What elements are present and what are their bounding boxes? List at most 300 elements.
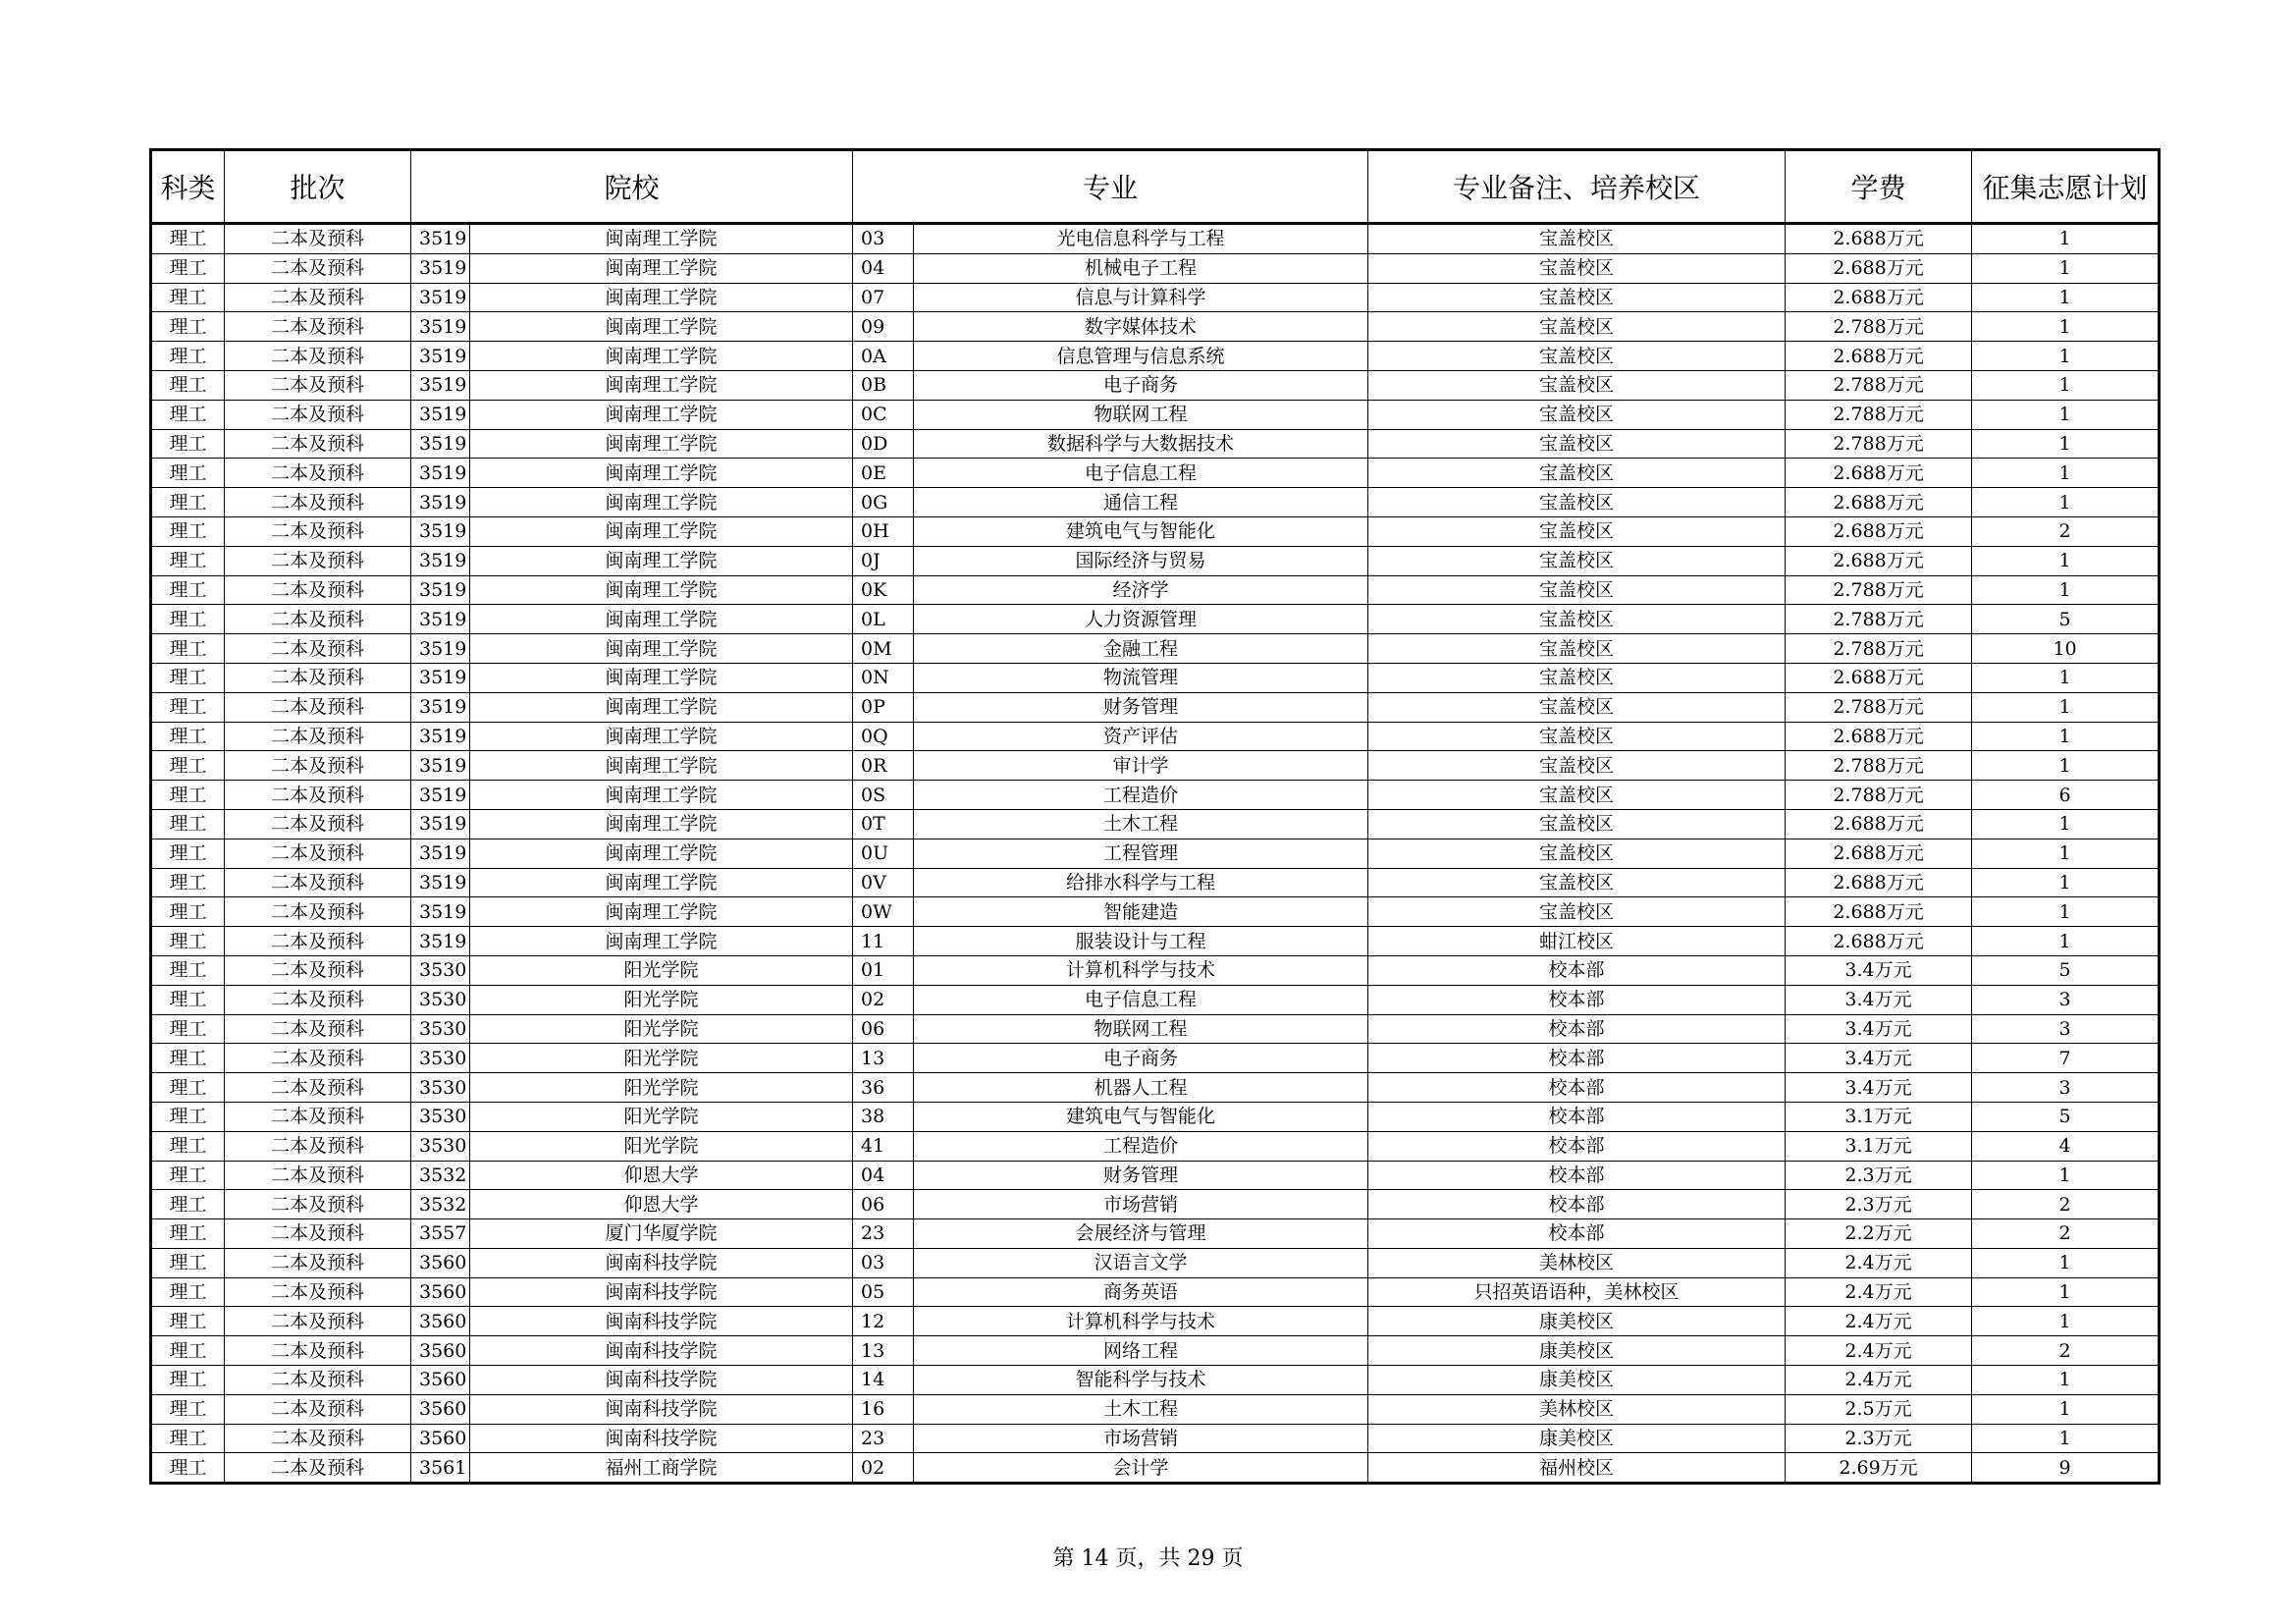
table-row xyxy=(151,605,2160,634)
major-code-cell: 0K xyxy=(853,575,914,605)
plan-count-cell: 2 xyxy=(1972,1190,2160,1219)
school-code-cell: 3519 xyxy=(411,575,470,605)
tuition-cell: 2.688万元 xyxy=(1786,722,1972,751)
plan-count-cell: 9 xyxy=(1972,1453,2160,1484)
major-name-cell: 物联网工程 xyxy=(914,400,1368,429)
major-code-cell: 0C xyxy=(853,400,914,429)
school-code-cell: 3519 xyxy=(411,546,470,575)
note-cell: 康美校区 xyxy=(1368,1424,1786,1453)
school-code-cell: 3519 xyxy=(411,283,470,312)
batch-cell: 二本及预科 xyxy=(225,1366,411,1395)
school-code-cell: 3519 xyxy=(411,634,470,664)
batch-cell: 二本及预科 xyxy=(225,516,411,546)
note-cell: 校本部 xyxy=(1368,1102,1786,1131)
major-code-cell: 03 xyxy=(853,1248,914,1277)
major-name-cell: 土木工程 xyxy=(914,1394,1368,1424)
tuition-cell: 2.788万元 xyxy=(1786,605,1972,634)
note-cell: 宝盖校区 xyxy=(1368,400,1786,429)
school-code-cell: 3519 xyxy=(411,692,470,722)
batch-cell: 二本及预科 xyxy=(225,1102,411,1131)
tuition-cell: 3.4万元 xyxy=(1786,1014,1972,1044)
school-code-cell: 3530 xyxy=(411,1044,470,1073)
table-row xyxy=(151,985,2160,1014)
category-cell: 理工 xyxy=(151,283,225,312)
batch-cell: 二本及预科 xyxy=(225,692,411,722)
category-cell: 理工 xyxy=(151,224,225,254)
major-code-cell: 0U xyxy=(853,839,914,868)
major-code-cell: 14 xyxy=(853,1366,914,1395)
batch-cell: 二本及预科 xyxy=(225,663,411,692)
major-code-cell: 41 xyxy=(853,1131,914,1161)
category-cell: 理工 xyxy=(151,1131,225,1161)
batch-cell: 二本及预科 xyxy=(225,955,411,985)
tuition-cell: 2.788万元 xyxy=(1786,634,1972,664)
batch-cell: 二本及预科 xyxy=(225,283,411,312)
major-name-cell: 物流管理 xyxy=(914,663,1368,692)
school-name-cell: 闽南理工学院 xyxy=(470,370,853,400)
category-cell: 理工 xyxy=(151,663,225,692)
category-cell: 理工 xyxy=(151,1044,225,1073)
tuition-cell: 2.4万元 xyxy=(1786,1336,1972,1366)
major-name-cell: 资产评估 xyxy=(914,722,1368,751)
batch-cell: 二本及预科 xyxy=(225,1219,411,1249)
plan-count-cell: 1 xyxy=(1972,663,2160,692)
major-code-cell: 05 xyxy=(853,1277,914,1307)
tuition-cell: 2.688万元 xyxy=(1786,253,1972,283)
plan-count-cell: 1 xyxy=(1972,575,2160,605)
major-name-cell: 工程造价 xyxy=(914,1131,1368,1161)
school-name-cell: 闽南科技学院 xyxy=(470,1277,853,1307)
tuition-cell: 2.3万元 xyxy=(1786,1161,1972,1190)
table-row xyxy=(151,516,2160,546)
school-name-cell: 闽南理工学院 xyxy=(470,605,853,634)
tuition-cell: 2.4万元 xyxy=(1786,1277,1972,1307)
note-cell: 宝盖校区 xyxy=(1368,722,1786,751)
table-row xyxy=(151,1424,2160,1453)
school-name-cell: 闽南科技学院 xyxy=(470,1248,853,1277)
table-row xyxy=(151,224,2160,254)
table-row xyxy=(151,781,2160,810)
table-row xyxy=(151,927,2160,956)
school-code-cell: 3519 xyxy=(411,488,470,517)
batch-cell: 二本及预科 xyxy=(225,1277,411,1307)
note-cell: 宝盖校区 xyxy=(1368,634,1786,664)
note-cell: 宝盖校区 xyxy=(1368,516,1786,546)
note-cell: 宝盖校区 xyxy=(1368,283,1786,312)
note-cell: 校本部 xyxy=(1368,1014,1786,1044)
school-code-cell: 3519 xyxy=(411,429,470,459)
plan-count-cell: 2 xyxy=(1972,1336,2160,1366)
category-cell: 理工 xyxy=(151,1190,225,1219)
school-name-cell: 闽南科技学院 xyxy=(470,1394,853,1424)
school-name-cell: 闽南理工学院 xyxy=(470,663,853,692)
note-cell: 校本部 xyxy=(1368,1131,1786,1161)
batch-cell: 二本及预科 xyxy=(225,1394,411,1424)
batch-cell: 二本及预科 xyxy=(225,751,411,781)
table-row xyxy=(151,955,2160,985)
major-code-cell: 0N xyxy=(853,663,914,692)
school-name-cell: 闽南理工学院 xyxy=(470,400,853,429)
major-name-cell: 金融工程 xyxy=(914,634,1368,664)
tuition-cell: 2.3万元 xyxy=(1786,1190,1972,1219)
category-cell: 理工 xyxy=(151,927,225,956)
plan-count-cell: 5 xyxy=(1972,605,2160,634)
major-name-cell: 财务管理 xyxy=(914,1161,1368,1190)
note-cell: 宝盖校区 xyxy=(1368,751,1786,781)
category-cell: 理工 xyxy=(151,839,225,868)
major-code-cell: 0L xyxy=(853,605,914,634)
school-code-cell: 3530 xyxy=(411,985,470,1014)
tuition-cell: 2.688万元 xyxy=(1786,663,1972,692)
note-cell: 校本部 xyxy=(1368,1044,1786,1073)
batch-cell: 二本及预科 xyxy=(225,897,411,927)
category-cell: 理工 xyxy=(151,955,225,985)
major-code-cell: 16 xyxy=(853,1394,914,1424)
table-row xyxy=(151,400,2160,429)
major-name-cell: 会计学 xyxy=(914,1453,1368,1484)
category-cell: 理工 xyxy=(151,722,225,751)
table-row xyxy=(151,459,2160,488)
note-cell: 宝盖校区 xyxy=(1368,253,1786,283)
school-code-cell: 3519 xyxy=(411,927,470,956)
school-code-cell: 3560 xyxy=(411,1424,470,1453)
major-name-cell: 国际经济与贸易 xyxy=(914,546,1368,575)
plan-count-cell: 1 xyxy=(1972,488,2160,517)
school-name-cell: 闽南理工学院 xyxy=(470,634,853,664)
major-name-cell: 财务管理 xyxy=(914,692,1368,722)
plan-count-cell: 1 xyxy=(1972,1307,2160,1336)
table-row xyxy=(151,692,2160,722)
category-cell: 理工 xyxy=(151,1307,225,1336)
note-cell: 美林校区 xyxy=(1368,1248,1786,1277)
school-code-cell: 3530 xyxy=(411,1073,470,1103)
header-plan: 征集志愿计划 xyxy=(1972,150,2160,224)
table-row xyxy=(151,253,2160,283)
table-row xyxy=(151,839,2160,868)
category-cell: 理工 xyxy=(151,312,225,342)
major-code-cell: 04 xyxy=(853,253,914,283)
category-cell: 理工 xyxy=(151,1014,225,1044)
major-code-cell: 0A xyxy=(853,342,914,371)
school-name-cell: 闽南理工学院 xyxy=(470,809,853,839)
major-name-cell: 商务英语 xyxy=(914,1277,1368,1307)
major-code-cell: 36 xyxy=(853,1073,914,1103)
category-cell: 理工 xyxy=(151,751,225,781)
table-row xyxy=(151,1307,2160,1336)
school-code-cell: 3519 xyxy=(411,224,470,254)
major-code-cell: 23 xyxy=(853,1424,914,1453)
plan-count-cell: 1 xyxy=(1972,224,2160,254)
note-cell: 校本部 xyxy=(1368,955,1786,985)
tuition-cell: 2.4万元 xyxy=(1786,1366,1972,1395)
table-row xyxy=(151,868,2160,897)
plan-count-cell: 1 xyxy=(1972,927,2160,956)
school-code-cell: 3560 xyxy=(411,1307,470,1336)
school-name-cell: 阳光学院 xyxy=(470,1044,853,1073)
enrollment-plan-table xyxy=(149,148,2161,1485)
table-row xyxy=(151,1248,2160,1277)
table-header-row xyxy=(151,150,2160,224)
table-row xyxy=(151,575,2160,605)
plan-count-cell: 5 xyxy=(1972,955,2160,985)
batch-cell: 二本及预科 xyxy=(225,605,411,634)
school-code-cell: 3519 xyxy=(411,312,470,342)
school-name-cell: 闽南理工学院 xyxy=(470,692,853,722)
school-code-cell: 3532 xyxy=(411,1190,470,1219)
school-name-cell: 闽南理工学院 xyxy=(470,868,853,897)
school-name-cell: 闽南理工学院 xyxy=(470,546,853,575)
plan-count-cell: 1 xyxy=(1972,1277,2160,1307)
category-cell: 理工 xyxy=(151,781,225,810)
category-cell: 理工 xyxy=(151,342,225,371)
batch-cell: 二本及预科 xyxy=(225,1248,411,1277)
batch-cell: 二本及预科 xyxy=(225,224,411,254)
major-name-cell: 通信工程 xyxy=(914,488,1368,517)
plan-count-cell: 5 xyxy=(1972,1102,2160,1131)
school-code-cell: 3519 xyxy=(411,722,470,751)
category-cell: 理工 xyxy=(151,809,225,839)
note-cell: 宝盖校区 xyxy=(1368,312,1786,342)
major-code-cell: 0M xyxy=(853,634,914,664)
school-code-cell: 3530 xyxy=(411,1102,470,1131)
category-cell: 理工 xyxy=(151,370,225,400)
major-name-cell: 计算机科学与技术 xyxy=(914,1307,1368,1336)
note-cell: 校本部 xyxy=(1368,1073,1786,1103)
table-row xyxy=(151,1277,2160,1307)
major-code-cell: 12 xyxy=(853,1307,914,1336)
tuition-cell: 2.688万元 xyxy=(1786,897,1972,927)
school-code-cell: 3519 xyxy=(411,781,470,810)
category-cell: 理工 xyxy=(151,605,225,634)
school-name-cell: 仰恩大学 xyxy=(470,1161,853,1190)
major-name-cell: 人力资源管理 xyxy=(914,605,1368,634)
school-code-cell: 3519 xyxy=(411,459,470,488)
school-code-cell: 3519 xyxy=(411,897,470,927)
school-name-cell: 闽南理工学院 xyxy=(470,224,853,254)
table-row xyxy=(151,722,2160,751)
category-cell: 理工 xyxy=(151,1248,225,1277)
tuition-cell: 2.4万元 xyxy=(1786,1248,1972,1277)
school-code-cell: 3557 xyxy=(411,1219,470,1249)
note-cell: 宝盖校区 xyxy=(1368,370,1786,400)
major-name-cell: 信息与计算科学 xyxy=(914,283,1368,312)
plan-count-cell: 1 xyxy=(1972,312,2160,342)
major-name-cell: 工程管理 xyxy=(914,839,1368,868)
batch-cell: 二本及预科 xyxy=(225,985,411,1014)
batch-cell: 二本及预科 xyxy=(225,429,411,459)
batch-cell: 二本及预科 xyxy=(225,1424,411,1453)
note-cell: 宝盖校区 xyxy=(1368,546,1786,575)
note-cell: 康美校区 xyxy=(1368,1336,1786,1366)
school-code-cell: 3519 xyxy=(411,809,470,839)
header-category: 科类 xyxy=(151,150,225,224)
tuition-cell: 2.688万元 xyxy=(1786,868,1972,897)
tuition-cell: 2.788万元 xyxy=(1786,312,1972,342)
note-cell: 宝盖校区 xyxy=(1368,839,1786,868)
category-cell: 理工 xyxy=(151,1336,225,1366)
table-row xyxy=(151,1394,2160,1424)
batch-cell: 二本及预科 xyxy=(225,253,411,283)
tuition-cell: 2.688万元 xyxy=(1786,809,1972,839)
plan-count-cell: 2 xyxy=(1972,516,2160,546)
major-code-cell: 0G xyxy=(853,488,914,517)
major-code-cell: 01 xyxy=(853,955,914,985)
plan-count-cell: 1 xyxy=(1972,897,2160,927)
category-cell: 理工 xyxy=(151,429,225,459)
tuition-cell: 2.688万元 xyxy=(1786,927,1972,956)
plan-count-cell: 4 xyxy=(1972,1131,2160,1161)
plan-count-cell: 1 xyxy=(1972,751,2160,781)
major-code-cell: 13 xyxy=(853,1336,914,1366)
table-row xyxy=(151,1453,2160,1484)
major-code-cell: 06 xyxy=(853,1014,914,1044)
school-name-cell: 阳光学院 xyxy=(470,985,853,1014)
batch-cell: 二本及预科 xyxy=(225,459,411,488)
major-name-cell: 电子信息工程 xyxy=(914,985,1368,1014)
tuition-cell: 2.788万元 xyxy=(1786,429,1972,459)
tuition-cell: 3.4万元 xyxy=(1786,1044,1972,1073)
note-cell: 蚶江校区 xyxy=(1368,927,1786,956)
header-major: 专业 xyxy=(853,150,1368,224)
tuition-cell: 2.688万元 xyxy=(1786,459,1972,488)
major-code-cell: 0Q xyxy=(853,722,914,751)
school-name-cell: 闽南理工学院 xyxy=(470,751,853,781)
school-code-cell: 3561 xyxy=(411,1453,470,1484)
note-cell: 宝盖校区 xyxy=(1368,575,1786,605)
major-code-cell: 02 xyxy=(853,1453,914,1484)
batch-cell: 二本及预科 xyxy=(225,1161,411,1190)
major-name-cell: 市场营销 xyxy=(914,1190,1368,1219)
school-code-cell: 3519 xyxy=(411,663,470,692)
batch-cell: 二本及预科 xyxy=(225,868,411,897)
major-name-cell: 智能建造 xyxy=(914,897,1368,927)
major-code-cell: 23 xyxy=(853,1219,914,1249)
major-name-cell: 汉语言文学 xyxy=(914,1248,1368,1277)
school-name-cell: 闽南理工学院 xyxy=(470,722,853,751)
batch-cell: 二本及预科 xyxy=(225,342,411,371)
plan-count-cell: 1 xyxy=(1972,283,2160,312)
school-name-cell: 闽南理工学院 xyxy=(470,488,853,517)
table-row xyxy=(151,1366,2160,1395)
tuition-cell: 3.1万元 xyxy=(1786,1131,1972,1161)
category-cell: 理工 xyxy=(151,1219,225,1249)
school-name-cell: 闽南理工学院 xyxy=(470,839,853,868)
tuition-cell: 2.5万元 xyxy=(1786,1394,1972,1424)
note-cell: 宝盖校区 xyxy=(1368,663,1786,692)
school-code-cell: 3519 xyxy=(411,342,470,371)
plan-count-cell: 1 xyxy=(1972,1424,2160,1453)
batch-cell: 二本及预科 xyxy=(225,400,411,429)
school-code-cell: 3519 xyxy=(411,605,470,634)
category-cell: 理工 xyxy=(151,1424,225,1453)
note-cell: 校本部 xyxy=(1368,1219,1786,1249)
category-cell: 理工 xyxy=(151,253,225,283)
category-cell: 理工 xyxy=(151,400,225,429)
table-row xyxy=(151,1073,2160,1103)
school-name-cell: 闽南理工学院 xyxy=(470,575,853,605)
school-name-cell: 闽南理工学院 xyxy=(470,459,853,488)
major-name-cell: 服装设计与工程 xyxy=(914,927,1368,956)
plan-count-cell: 1 xyxy=(1972,546,2160,575)
note-cell: 宝盖校区 xyxy=(1368,692,1786,722)
school-name-cell: 阳光学院 xyxy=(470,955,853,985)
tuition-cell: 2.788万元 xyxy=(1786,751,1972,781)
header-tuition: 学费 xyxy=(1786,150,1972,224)
plan-count-cell: 1 xyxy=(1972,342,2160,371)
table-row xyxy=(151,1219,2160,1249)
table-body xyxy=(151,224,2160,1484)
major-code-cell: 13 xyxy=(853,1044,914,1073)
category-cell: 理工 xyxy=(151,516,225,546)
school-code-cell: 3519 xyxy=(411,516,470,546)
table-row xyxy=(151,342,2160,371)
table-row xyxy=(151,809,2160,839)
enrollment-plan-sheet xyxy=(149,148,2158,1485)
major-code-cell: 0H xyxy=(853,516,914,546)
major-code-cell: 0P xyxy=(853,692,914,722)
batch-cell: 二本及预科 xyxy=(225,1014,411,1044)
category-cell: 理工 xyxy=(151,985,225,1014)
plan-count-cell: 1 xyxy=(1972,1366,2160,1395)
category-cell: 理工 xyxy=(151,692,225,722)
category-cell: 理工 xyxy=(151,1161,225,1190)
school-name-cell: 福州工商学院 xyxy=(470,1453,853,1484)
header-note: 专业备注、培养校区 xyxy=(1368,150,1786,224)
note-cell: 宝盖校区 xyxy=(1368,605,1786,634)
batch-cell: 二本及预科 xyxy=(225,1307,411,1336)
major-code-cell: 0V xyxy=(853,868,914,897)
batch-cell: 二本及预科 xyxy=(225,1336,411,1366)
major-code-cell: 03 xyxy=(853,224,914,254)
note-cell: 宝盖校区 xyxy=(1368,809,1786,839)
school-code-cell: 3560 xyxy=(411,1366,470,1395)
batch-cell: 二本及预科 xyxy=(225,1190,411,1219)
school-code-cell: 3519 xyxy=(411,370,470,400)
tuition-cell: 2.688万元 xyxy=(1786,224,1972,254)
table-row xyxy=(151,1014,2160,1044)
note-cell: 校本部 xyxy=(1368,985,1786,1014)
school-name-cell: 闽南理工学院 xyxy=(470,781,853,810)
plan-count-cell: 1 xyxy=(1972,400,2160,429)
school-name-cell: 闽南科技学院 xyxy=(470,1336,853,1366)
note-cell: 康美校区 xyxy=(1368,1307,1786,1336)
page-footer: 第 14 页，共 29 页 xyxy=(1052,1546,1244,1571)
plan-count-cell: 3 xyxy=(1972,1073,2160,1103)
school-name-cell: 闽南科技学院 xyxy=(470,1424,853,1453)
table-row xyxy=(151,370,2160,400)
plan-count-cell: 1 xyxy=(1972,429,2160,459)
school-code-cell: 3519 xyxy=(411,400,470,429)
school-name-cell: 闽南理工学院 xyxy=(470,283,853,312)
major-code-cell: 0T xyxy=(853,809,914,839)
major-name-cell: 电子信息工程 xyxy=(914,459,1368,488)
batch-cell: 二本及预科 xyxy=(225,1044,411,1073)
plan-count-cell: 3 xyxy=(1972,1014,2160,1044)
major-name-cell: 物联网工程 xyxy=(914,1014,1368,1044)
school-name-cell: 闽南理工学院 xyxy=(470,312,853,342)
major-name-cell: 智能科学与技术 xyxy=(914,1366,1368,1395)
note-cell: 宝盖校区 xyxy=(1368,897,1786,927)
tuition-cell: 2.688万元 xyxy=(1786,516,1972,546)
table-row xyxy=(151,1190,2160,1219)
category-cell: 理工 xyxy=(151,868,225,897)
tuition-cell: 3.1万元 xyxy=(1786,1102,1972,1131)
plan-count-cell: 7 xyxy=(1972,1044,2160,1073)
tuition-cell: 3.4万元 xyxy=(1786,955,1972,985)
tuition-cell: 2.688万元 xyxy=(1786,342,1972,371)
school-name-cell: 阳光学院 xyxy=(470,1102,853,1131)
category-cell: 理工 xyxy=(151,897,225,927)
